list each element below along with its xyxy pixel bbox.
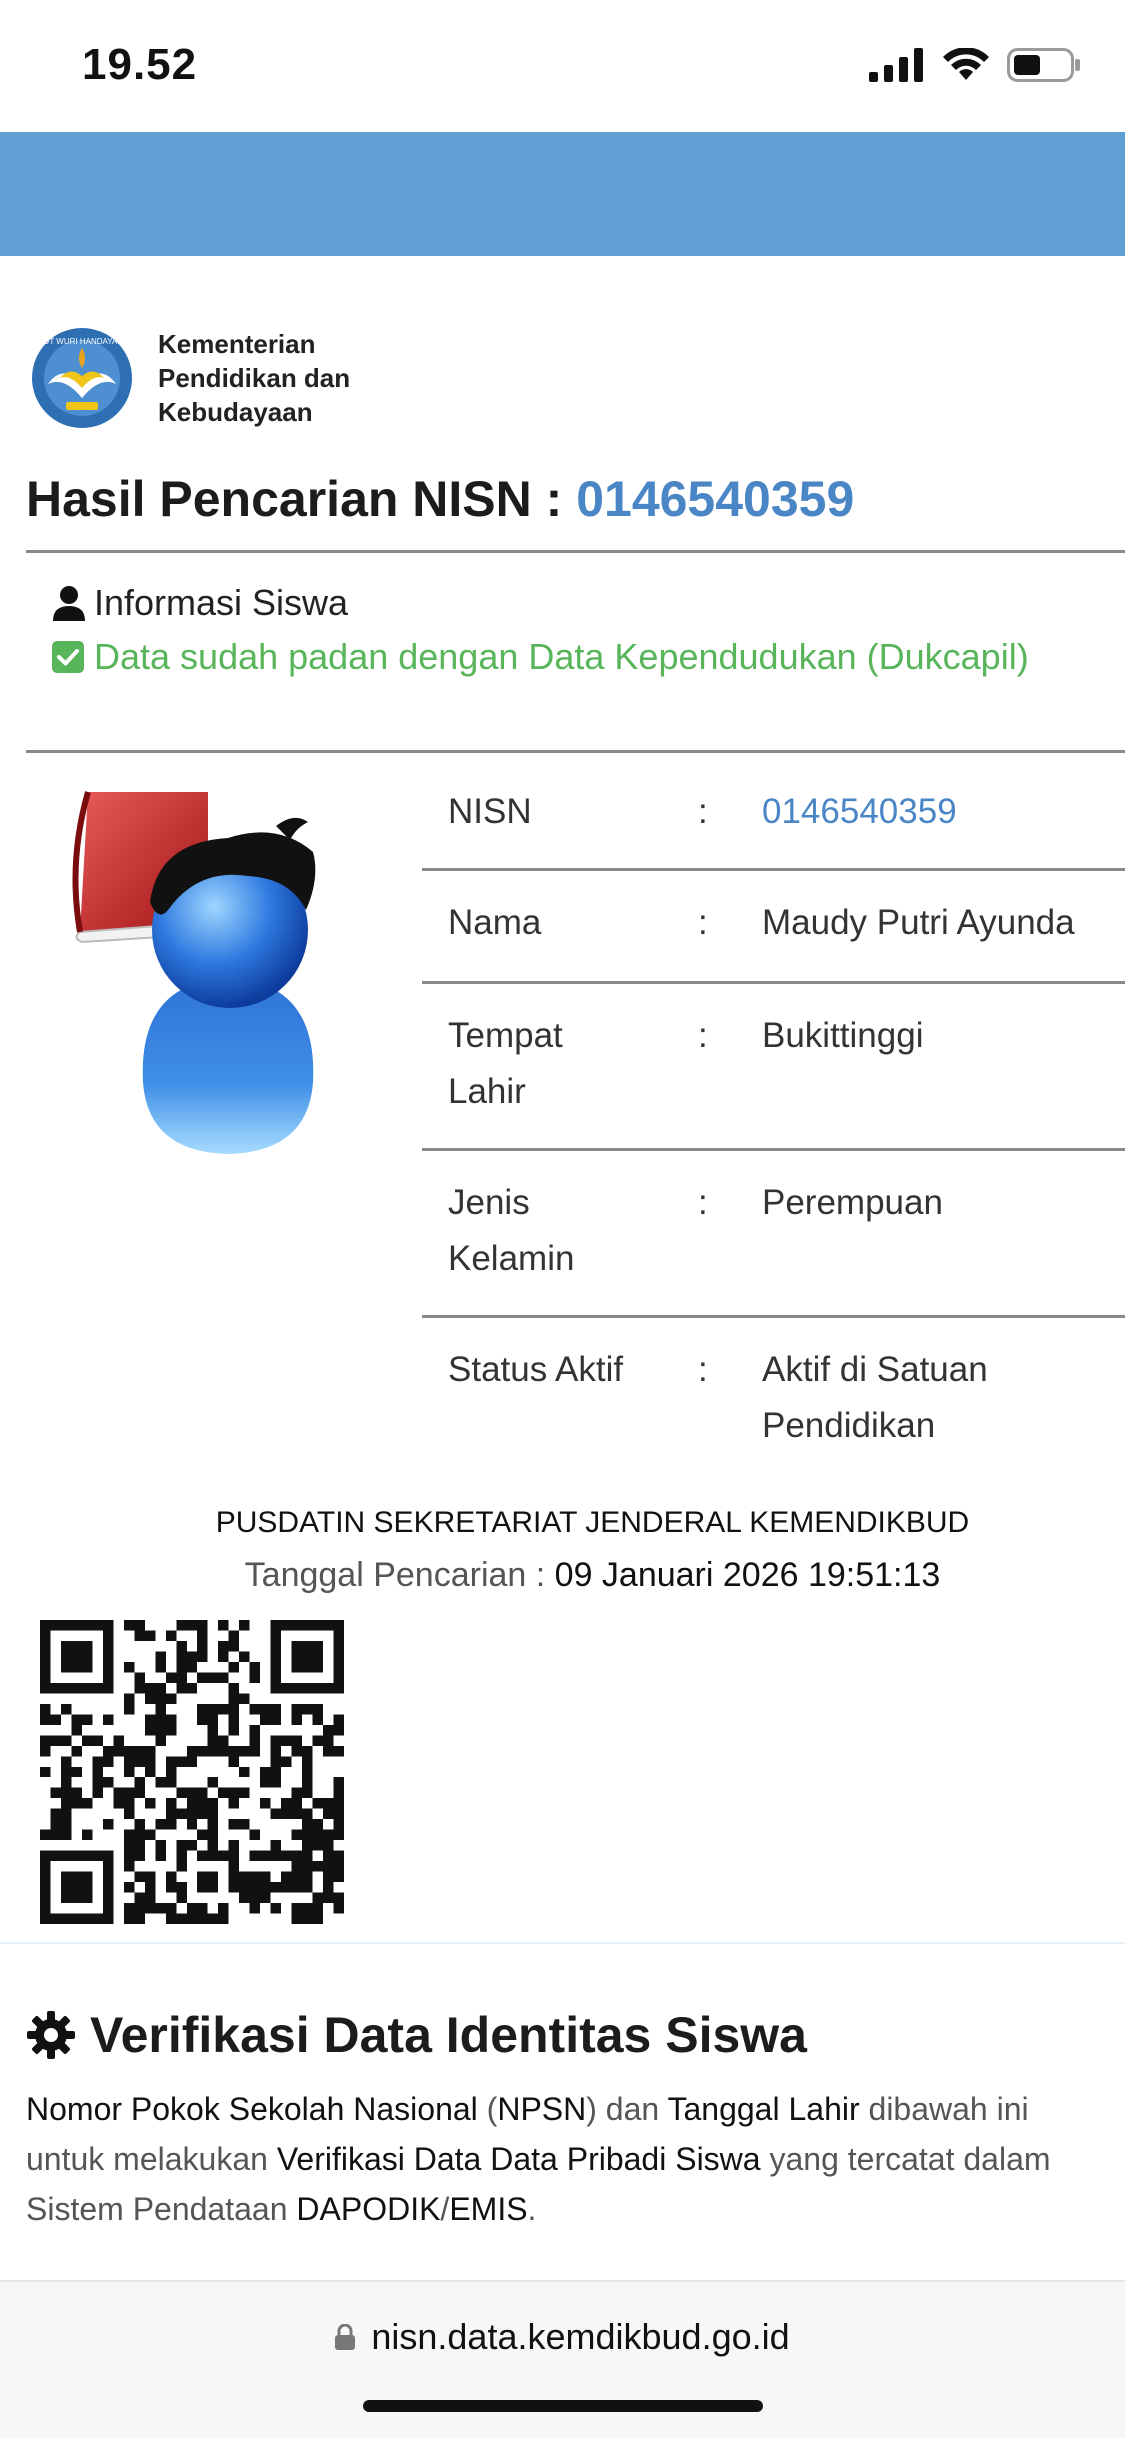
row-separator: : bbox=[698, 1350, 708, 1389]
desc-text: yang tercatat dalam Sistem Pendataan bbox=[26, 2141, 1051, 2227]
ministry-header bbox=[30, 326, 378, 430]
term-npsn: NPSN bbox=[497, 2091, 587, 2127]
status-time: 19.52 bbox=[82, 40, 198, 89]
term-tanggal-lahir: Tanggal Lahir bbox=[667, 2091, 860, 2127]
user-icon bbox=[52, 585, 86, 621]
svg-text:TUT WURI HANDAYANI: TUT WURI HANDAYANI bbox=[38, 337, 126, 346]
desc-text: / bbox=[440, 2191, 450, 2227]
search-date-label: Tanggal Pencarian : bbox=[244, 1556, 555, 1594]
row-value-status-aktif: Aktif di Satuan Pendidikan bbox=[762, 1350, 988, 1445]
table-row-nisn bbox=[422, 760, 1125, 871]
gear-icon bbox=[26, 2010, 76, 2060]
status-bar bbox=[0, 0, 1125, 132]
ministry-name-line3: Kebudayaan bbox=[158, 397, 313, 427]
qr-code bbox=[40, 1620, 344, 1924]
row-label: NISN bbox=[448, 792, 532, 831]
row-label: Status Aktif bbox=[448, 1350, 624, 1389]
page-title-nisn: 0146540359 bbox=[576, 471, 855, 527]
cellular-signal-icon bbox=[869, 48, 925, 82]
table-row-nama bbox=[422, 871, 1125, 984]
desc-text: . bbox=[527, 2191, 537, 2227]
verified-status bbox=[52, 636, 1029, 678]
row-label: Tempat Lahir bbox=[448, 1016, 563, 1111]
desc-text: ) dan bbox=[586, 2091, 668, 2127]
browser-bottom-bar bbox=[0, 2280, 1125, 2438]
battery-icon bbox=[1007, 48, 1081, 82]
student-data-table bbox=[422, 760, 1125, 1482]
issuer-name: PUSDATIN SEKRETARIAT JENDERAL KEMENDIKBUD bbox=[215, 1506, 970, 1539]
row-value-jenis-kelamin: Perempuan bbox=[762, 1183, 943, 1222]
section-divider bbox=[0, 1942, 1125, 1944]
divider bbox=[26, 750, 1125, 753]
row-separator: : bbox=[698, 1183, 708, 1222]
check-square-icon bbox=[52, 641, 84, 673]
term-npsn-full: Nomor Pokok Sekolah Nasional bbox=[26, 2091, 478, 2127]
row-label: Nama bbox=[448, 903, 542, 942]
search-date bbox=[0, 1556, 1125, 1595]
verification-heading-text: Verifikasi Data Identitas Siswa bbox=[90, 2007, 807, 2063]
lock-icon bbox=[335, 2324, 355, 2350]
wifi-icon bbox=[943, 48, 989, 82]
student-info-heading-text: Informasi Siswa bbox=[94, 582, 349, 623]
row-value-nama: Maudy Putri Ayunda bbox=[762, 903, 1075, 942]
url-text: nisn.data.kemdikbud.go.id bbox=[371, 2316, 790, 2357]
row-separator: : bbox=[698, 1016, 708, 1055]
table-row-jenis-kelamin bbox=[422, 1151, 1125, 1318]
address-bar[interactable] bbox=[0, 2316, 1125, 2358]
term-verifikasi: Verifikasi Data Data Pribadi Siswa bbox=[276, 2141, 761, 2177]
row-label: Jenis Kelamin bbox=[448, 1183, 575, 1278]
term-dapodik: DAPODIK bbox=[296, 2191, 441, 2227]
divider bbox=[26, 550, 1125, 553]
search-date-value: 09 Januari 2026 19:51:13 bbox=[554, 1556, 941, 1594]
desc-text: dibawah ini untuk melakukan bbox=[26, 2091, 1029, 2177]
page-title-prefix: Hasil Pencarian NISN : bbox=[26, 471, 577, 527]
row-separator: : bbox=[698, 792, 708, 831]
term-emis: EMIS bbox=[449, 2191, 528, 2227]
home-indicator[interactable] bbox=[363, 2400, 763, 2412]
verified-status-text: Data sudah padan dengan Data Kependudukan (Dukcapil) bbox=[94, 636, 1029, 677]
row-value-tempat-lahir: Bukittinggi bbox=[762, 1016, 924, 1055]
table-row-tempat-lahir bbox=[422, 984, 1125, 1151]
ministry-name bbox=[158, 327, 378, 429]
row-value-nisn: 0146540359 bbox=[762, 792, 957, 831]
verification-heading bbox=[26, 2006, 807, 2064]
row-separator: : bbox=[698, 903, 708, 942]
header-band bbox=[0, 132, 1125, 256]
ministry-name-line1: Kementerian bbox=[158, 329, 316, 359]
student-avatar-icon bbox=[58, 782, 398, 1172]
table-row-status-aktif bbox=[422, 1318, 1125, 1482]
ministry-name-line2: Pendidikan dan bbox=[158, 363, 351, 393]
verification-description bbox=[26, 2084, 1106, 2234]
tut-wuri-handayani-logo bbox=[30, 326, 134, 430]
page-title bbox=[26, 470, 854, 528]
status-icons bbox=[869, 48, 1081, 82]
desc-text: ( bbox=[477, 2091, 498, 2127]
student-info-heading bbox=[52, 582, 348, 624]
